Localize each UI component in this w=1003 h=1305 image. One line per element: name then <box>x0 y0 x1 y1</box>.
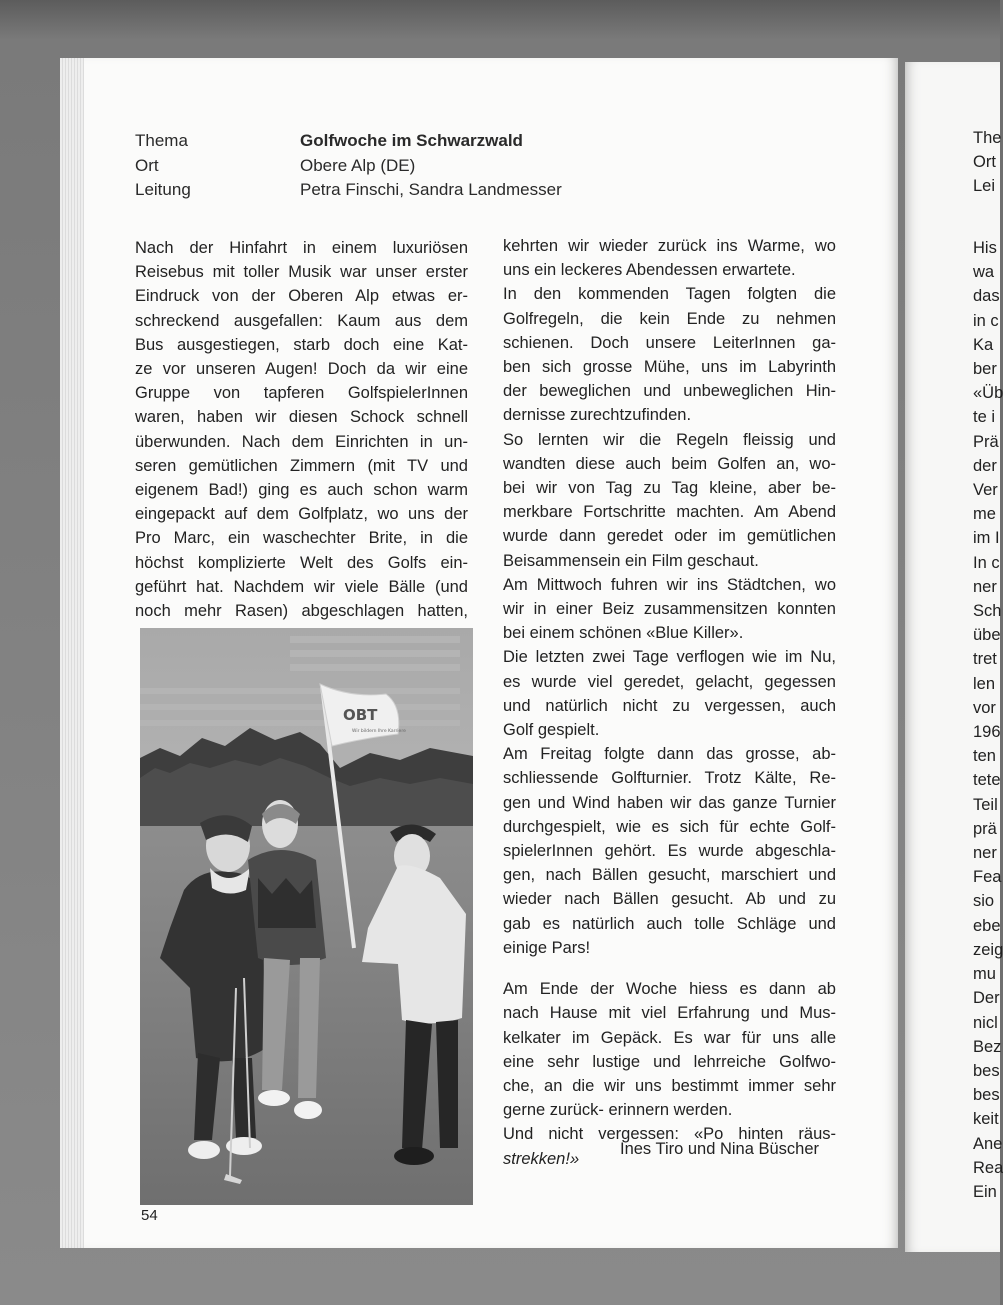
fragment: mu <box>973 965 996 984</box>
fragment: ebe <box>973 916 1001 935</box>
text-line-closing: Und nicht vergessen: «Po hinten räus- <box>503 1125 836 1144</box>
text-line: durchgespielt, wie es sich für echte Golf- <box>503 817 836 836</box>
text-line: Bus ausgestiegen, starb doch eine Kat- <box>135 335 468 354</box>
fragment: The <box>973 129 1002 147</box>
leaders-value: Petra Finschi, Sandra Landmesser <box>300 180 562 199</box>
text-line: nach Hause mit viel Erfahrung und Mus- <box>503 1004 836 1023</box>
text-line: höchst komplizierte Welt des Golfs ein- <box>135 553 468 572</box>
text-line: schienen. Doch unsere LeiterInnen ga- <box>503 333 836 352</box>
fragment: in c <box>973 311 999 330</box>
flag-slogan: Wir bildern Ihre Karriere <box>352 729 406 734</box>
label-location: Ort <box>135 155 159 175</box>
text-line: che, an die wir uns bestimmt immer sehr <box>503 1076 836 1095</box>
golf-photo <box>140 628 473 1205</box>
meta-values <box>300 129 562 203</box>
fragment: im I <box>973 529 1000 548</box>
text-line: dernisse zurechtzufinden. <box>503 406 692 425</box>
fragment: übe <box>973 626 1001 645</box>
text-line: der beweglichen und unbeweglichen Hin- <box>503 382 836 401</box>
fragment: Fea <box>973 868 1002 887</box>
text-line: schliessende Golfturnier. Trotz Kälte, Re- <box>503 769 836 788</box>
fragment: ner <box>973 844 997 863</box>
fragment: In c <box>973 553 1000 572</box>
fragment: vor <box>973 698 996 717</box>
fragment: Rea <box>973 1158 1003 1177</box>
fragment: Bez <box>973 1037 1002 1056</box>
text-line: und natürlich nicht zu vergessen, auch <box>503 696 836 715</box>
text-line: wandten diese auch beim Golfen an, wo- <box>503 454 836 473</box>
text-line: uns ein leckeres Abendessen erwartete. <box>503 261 796 280</box>
fragment: Teil <box>973 795 998 814</box>
text-line: gen, nach Bällen gesucht, marschiert und <box>503 866 836 885</box>
fragment: len <box>973 674 996 693</box>
fragment: ten <box>973 747 996 766</box>
text-line: eingepackt auf dem Golfplatz, wo uns der <box>135 505 468 524</box>
label-leaders: Leitung <box>135 180 191 199</box>
label-topic: Thema <box>135 131 188 150</box>
text-line: noch mehr Rasen) abgeschlagen hatten, <box>135 602 468 621</box>
text-line: bei einem schönen «Blue Killer». <box>503 624 744 643</box>
text-line: waren, haben wir diesen Schock schnell <box>135 408 468 427</box>
text-line: So lernten wir die Regeln fleissig und <box>503 430 836 449</box>
fragment: «Üb <box>973 384 1003 403</box>
text-line: schreckend ausgefallen: Kaum aus dem <box>135 311 468 330</box>
fragment: 196 <box>973 723 1001 742</box>
fragment: Der <box>973 989 1000 1008</box>
fragment: bes <box>973 1086 1000 1105</box>
author-signature: Ines Tiro und Nina Büscher <box>620 1140 820 1158</box>
fragment: sio <box>973 892 995 911</box>
fragment: bes <box>973 1061 1000 1080</box>
fragment: ber <box>973 360 997 379</box>
fragment: Ane <box>973 1134 1003 1153</box>
text-line: Am Ende der Woche hiess es dann ab <box>503 980 836 999</box>
text-line: seren gemütlichen Zimmern (mit TV und <box>135 456 468 475</box>
fragment: prä <box>973 819 997 838</box>
text-line: eine sehr lustige und lehrreiche Golfwo- <box>503 1052 836 1071</box>
fragment: zeig <box>973 940 1003 959</box>
fragment: Ka <box>973 335 994 354</box>
fragment: nicl <box>973 1013 998 1032</box>
fragment: me <box>973 505 996 524</box>
right-page-text-fragments <box>973 236 1003 1204</box>
text-line: Beisammensein ein Film geschaut. <box>503 551 759 570</box>
text-line: Reisebus mit toller Musik war unser erster <box>135 263 468 282</box>
fragment: Lei <box>973 177 996 196</box>
closing-quote-end: strekken!» <box>503 1149 580 1168</box>
fragment: das <box>973 287 1000 306</box>
location-value: Obere Alp (DE) <box>300 155 416 175</box>
text-line: gab es natürlich auch tolle Schläge und <box>503 914 836 933</box>
text-line: Gruppe von tapferen GolfspielerInnen <box>135 384 468 403</box>
text-line: ze vor unseren Augen! Doch da wir eine <box>135 360 468 379</box>
text-line: In den kommenden Tagen folgten die <box>503 285 836 304</box>
fragment: Prä <box>973 432 999 451</box>
text-line: überwunden. Nach dem Einrichten in un- <box>135 432 468 451</box>
text-line: Am Mittwoch fuhren wir ins Städtchen, wo <box>503 575 836 594</box>
fragment: tete <box>973 771 1001 790</box>
page-number: 54 <box>141 1207 158 1224</box>
text-line: Pro Marc, ein waschechter Brite, in die <box>135 529 468 548</box>
text-line: geführt hat. Nachdem wir viele Bälle (und <box>135 577 468 596</box>
text-line: wir in einer Beiz zusammensitzen konnten <box>503 600 836 619</box>
meta-labels <box>135 129 191 203</box>
paragraph-gap <box>503 960 836 977</box>
article-left-column <box>135 236 468 623</box>
fragment: Sch <box>973 602 1002 621</box>
text-line: Die letzten zwei Tage verflogen wie im Nu, <box>503 648 836 667</box>
page-edge-stack <box>60 58 84 1248</box>
text-line: ben sich grosse Mühe, uns im Labyrinth <box>503 358 836 377</box>
fragment: der <box>973 456 997 475</box>
fragment: His <box>973 239 997 257</box>
text-line: Golf gespielt. <box>503 721 600 740</box>
text-line: wieder nach Bällen gesucht. Ab und zu <box>503 890 836 909</box>
flag-logo: OBT <box>343 706 378 724</box>
fragment: Ort <box>973 153 996 172</box>
fragment: Ver <box>973 481 998 500</box>
fragment: ner <box>973 577 997 596</box>
fragment: keit <box>973 1110 999 1129</box>
right-page-header-fragments <box>973 126 1001 199</box>
text-line: Nach der Hinfahrt in einem luxuriösen <box>135 239 468 257</box>
text-line: einige Pars! <box>503 938 591 957</box>
text-line: kehrten wir wieder zurück ins Warme, wo <box>503 237 836 255</box>
fragment: tret <box>973 650 997 669</box>
text-line: Eindruck von der Oberen Alp etwas er- <box>135 287 468 306</box>
text-line: spielerInnen gehört. Es wurde abgeschla- <box>503 842 836 861</box>
text-line: Am Freitag folgte dann das grosse, ab- <box>503 745 836 764</box>
fragment: te i <box>973 408 996 427</box>
text-line: gen und Wind haben wir das ganze Turnier <box>503 793 836 812</box>
fragment: Ein <box>973 1182 997 1201</box>
golf-photo-illustration <box>140 628 473 1205</box>
text-line: gerne zurück- erinnern werden. <box>503 1101 733 1120</box>
text-line: kelkater im Gepäck. Es war für uns alle <box>503 1028 836 1047</box>
article-title: Golfwoche im Schwarzwald <box>300 131 523 150</box>
text-line: eigenem Bad!) ging es auch schon warm <box>135 481 468 500</box>
fragment: wa <box>973 263 995 282</box>
text-line: wurde dann geredet oder im gemütlichen <box>503 527 836 546</box>
text-line: es wurde viel geredet, gelacht, gegessen <box>503 672 836 691</box>
text-line: Golfregeln, die kein Ende zu nehmen <box>503 309 836 328</box>
text-line: merkbare Fortschritte machten. Am Abend <box>503 503 836 522</box>
text-line: bei wir von Tag zu Tag kleine, aber be- <box>503 479 836 498</box>
article-mid-column <box>503 234 836 1171</box>
